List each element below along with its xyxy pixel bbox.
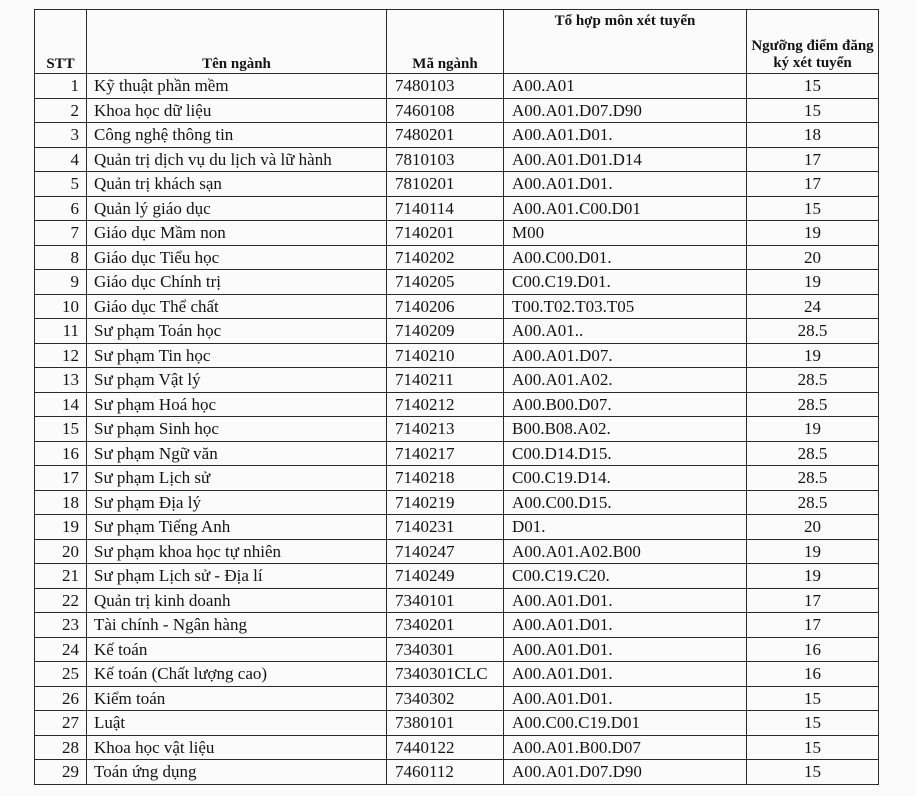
major-name: Kế toán (87, 637, 387, 662)
major-code: 7140219 (387, 490, 504, 515)
table-row (35, 392, 879, 417)
major-code: 7140201 (387, 221, 504, 246)
row-number: 4 (35, 147, 87, 172)
threshold-score: 17 (747, 147, 879, 172)
threshold-score: 28.5 (747, 368, 879, 393)
major-code: 7140213 (387, 417, 504, 442)
major-name: Sư phạm Toán học (87, 319, 387, 344)
table-row (35, 196, 879, 221)
table-row (35, 294, 879, 319)
table-body (35, 74, 879, 785)
table-row (35, 490, 879, 515)
row-number: 12 (35, 343, 87, 368)
header-subject-combination: Tổ hợp môn xét tuyển (504, 10, 747, 74)
threshold-score: 19 (747, 221, 879, 246)
row-number: 29 (35, 760, 87, 785)
major-name: Sư phạm khoa học tự nhiên (87, 539, 387, 564)
table-row (35, 74, 879, 99)
threshold-score: 28.5 (747, 466, 879, 491)
row-number: 13 (35, 368, 87, 393)
subject-combination: A00.C00.C19.D01 (504, 711, 747, 736)
major-code: 7140206 (387, 294, 504, 319)
subject-combination: C00.D14.D15. (504, 441, 747, 466)
table-row (35, 343, 879, 368)
threshold-score: 24 (747, 294, 879, 319)
major-code: 7340201 (387, 613, 504, 638)
major-code: 7140114 (387, 196, 504, 221)
subject-combination: A00.A01.A02. (504, 368, 747, 393)
row-number: 17 (35, 466, 87, 491)
major-name: Sư phạm Địa lý (87, 490, 387, 515)
threshold-score: 18 (747, 123, 879, 148)
subject-combination: A00.C00.D01. (504, 245, 747, 270)
threshold-score: 20 (747, 515, 879, 540)
row-number: 19 (35, 515, 87, 540)
row-number: 15 (35, 417, 87, 442)
table-header (35, 10, 879, 74)
row-number: 7 (35, 221, 87, 246)
row-number: 16 (35, 441, 87, 466)
major-name: Công nghệ thông tin (87, 123, 387, 148)
threshold-score: 15 (747, 98, 879, 123)
table-row (35, 539, 879, 564)
threshold-score: 19 (747, 539, 879, 564)
subject-combination: A00.A01 (504, 74, 747, 99)
table-row (35, 319, 879, 344)
threshold-score: 17 (747, 588, 879, 613)
subject-combination: A00.A01.D01. (504, 613, 747, 638)
major-name: Sư phạm Tin học (87, 343, 387, 368)
table-row (35, 686, 879, 711)
table-row (35, 564, 879, 589)
subject-combination: T00.T02.T03.T05 (504, 294, 747, 319)
table-row (35, 466, 879, 491)
subject-combination: A00.B00.D07. (504, 392, 747, 417)
table-row (35, 147, 879, 172)
major-name: Giáo dục Mầm non (87, 221, 387, 246)
threshold-score: 17 (747, 613, 879, 638)
row-number: 6 (35, 196, 87, 221)
threshold-score: 15 (747, 196, 879, 221)
row-number: 28 (35, 735, 87, 760)
major-code: 7140210 (387, 343, 504, 368)
major-code: 7140247 (387, 539, 504, 564)
major-code: 7140211 (387, 368, 504, 393)
table-row (35, 515, 879, 540)
table-row (35, 613, 879, 638)
table-row (35, 221, 879, 246)
threshold-score: 28.5 (747, 319, 879, 344)
row-number: 22 (35, 588, 87, 613)
row-number: 3 (35, 123, 87, 148)
major-name: Quản lý giáo dục (87, 196, 387, 221)
subject-combination: A00.A01.C00.D01 (504, 196, 747, 221)
major-code: 7140209 (387, 319, 504, 344)
major-name: Giáo dục Thể chất (87, 294, 387, 319)
major-name: Sư phạm Hoá học (87, 392, 387, 417)
major-name: Tài chính - Ngân hàng (87, 613, 387, 638)
subject-combination: A00.A01.. (504, 319, 747, 344)
subject-combination: M00 (504, 221, 747, 246)
threshold-score: 28.5 (747, 392, 879, 417)
major-code: 7140249 (387, 564, 504, 589)
table-row (35, 735, 879, 760)
header-major-code: Mã ngành (387, 10, 504, 74)
table-row (35, 270, 879, 295)
table-row (35, 588, 879, 613)
row-number: 23 (35, 613, 87, 638)
table-row (35, 662, 879, 687)
table-row (35, 98, 879, 123)
subject-combination: A00.A01.D07. (504, 343, 747, 368)
threshold-score: 19 (747, 270, 879, 295)
major-name: Khoa học vật liệu (87, 735, 387, 760)
threshold-score: 17 (747, 172, 879, 197)
table-row (35, 368, 879, 393)
row-number: 14 (35, 392, 87, 417)
admission-table (34, 9, 879, 785)
subject-combination: A00.A01.D01. (504, 123, 747, 148)
subject-combination: A00.A01.D07.D90 (504, 98, 747, 123)
table-row (35, 637, 879, 662)
subject-combination: A00.A01.A02.B00 (504, 539, 747, 564)
threshold-score: 15 (747, 760, 879, 785)
table-row (35, 711, 879, 736)
row-number: 5 (35, 172, 87, 197)
subject-combination: A00.A01.D01. (504, 588, 747, 613)
major-code: 7340301 (387, 637, 504, 662)
major-name: Sư phạm Vật lý (87, 368, 387, 393)
major-code: 7460108 (387, 98, 504, 123)
major-code: 7340302 (387, 686, 504, 711)
major-name: Luật (87, 711, 387, 736)
row-number: 9 (35, 270, 87, 295)
threshold-score: 19 (747, 417, 879, 442)
row-number: 27 (35, 711, 87, 736)
threshold-score: 28.5 (747, 490, 879, 515)
subject-combination: C00.C19.C20. (504, 564, 747, 589)
major-name: Sư phạm Sinh học (87, 417, 387, 442)
major-code: 7810103 (387, 147, 504, 172)
major-name: Kiểm toán (87, 686, 387, 711)
row-number: 20 (35, 539, 87, 564)
row-number: 21 (35, 564, 87, 589)
major-name: Sư phạm Lịch sử - Địa lí (87, 564, 387, 589)
threshold-score: 19 (747, 564, 879, 589)
row-number: 25 (35, 662, 87, 687)
major-name: Quản trị khách sạn (87, 172, 387, 197)
row-number: 8 (35, 245, 87, 270)
header-major-name: Tên ngành (87, 10, 387, 74)
major-code: 7140205 (387, 270, 504, 295)
threshold-score: 16 (747, 637, 879, 662)
subject-combination: A00.A01.D01. (504, 686, 747, 711)
major-name: Sư phạm Ngữ văn (87, 441, 387, 466)
table-row (35, 123, 879, 148)
header-row (35, 10, 879, 74)
threshold-score: 20 (747, 245, 879, 270)
major-code: 7380101 (387, 711, 504, 736)
table-row (35, 245, 879, 270)
row-number: 2 (35, 98, 87, 123)
threshold-score: 15 (747, 74, 879, 99)
subject-combination: A00.A01.D01. (504, 637, 747, 662)
row-number: 26 (35, 686, 87, 711)
major-name: Sư phạm Lịch sử (87, 466, 387, 491)
major-name: Quản trị kinh doanh (87, 588, 387, 613)
row-number: 11 (35, 319, 87, 344)
major-name: Giáo dục Chính trị (87, 270, 387, 295)
subject-combination: C00.C19.D14. (504, 466, 747, 491)
major-code: 7140231 (387, 515, 504, 540)
threshold-score: 15 (747, 735, 879, 760)
subject-combination: A00.A01.D01.D14 (504, 147, 747, 172)
subject-combination: A00.A01.B00.D07 (504, 735, 747, 760)
subject-combination: A00.C00.D15. (504, 490, 747, 515)
subject-combination: B00.B08.A02. (504, 417, 747, 442)
table-row (35, 172, 879, 197)
row-number: 1 (35, 74, 87, 99)
major-name: Kỹ thuật phần mềm (87, 74, 387, 99)
threshold-score: 15 (747, 711, 879, 736)
threshold-score: 28.5 (747, 441, 879, 466)
row-number: 18 (35, 490, 87, 515)
threshold-score: 16 (747, 662, 879, 687)
major-code: 7480201 (387, 123, 504, 148)
major-name: Giáo dục Tiểu học (87, 245, 387, 270)
subject-combination: A00.A01.D01. (504, 662, 747, 687)
row-number: 24 (35, 637, 87, 662)
row-number: 10 (35, 294, 87, 319)
major-code: 7340101 (387, 588, 504, 613)
threshold-score: 19 (747, 343, 879, 368)
subject-combination: C00.C19.D01. (504, 270, 747, 295)
major-code: 7480103 (387, 74, 504, 99)
major-name: Khoa học dữ liệu (87, 98, 387, 123)
major-name: Sư phạm Tiếng Anh (87, 515, 387, 540)
subject-combination: A00.A01.D07.D90 (504, 760, 747, 785)
header-stt: STT (35, 10, 87, 74)
major-code: 7140217 (387, 441, 504, 466)
major-code: 7140212 (387, 392, 504, 417)
table-row (35, 417, 879, 442)
subject-combination: D01. (504, 515, 747, 540)
threshold-score: 15 (747, 686, 879, 711)
major-code: 7460112 (387, 760, 504, 785)
subject-combination: A00.A01.D01. (504, 172, 747, 197)
major-name: Kế toán (Chất lượng cao) (87, 662, 387, 687)
table-row (35, 441, 879, 466)
table-row (35, 760, 879, 785)
major-name: Toán ứng dụng (87, 760, 387, 785)
major-name: Quản trị dịch vụ du lịch và lữ hành (87, 147, 387, 172)
major-code: 7140202 (387, 245, 504, 270)
header-threshold-score: Ngưỡng điểm đăng ký xét tuyển (747, 10, 879, 74)
major-code: 7140218 (387, 466, 504, 491)
major-code: 7810201 (387, 172, 504, 197)
major-code: 7440122 (387, 735, 504, 760)
major-code: 7340301CLC (387, 662, 504, 687)
